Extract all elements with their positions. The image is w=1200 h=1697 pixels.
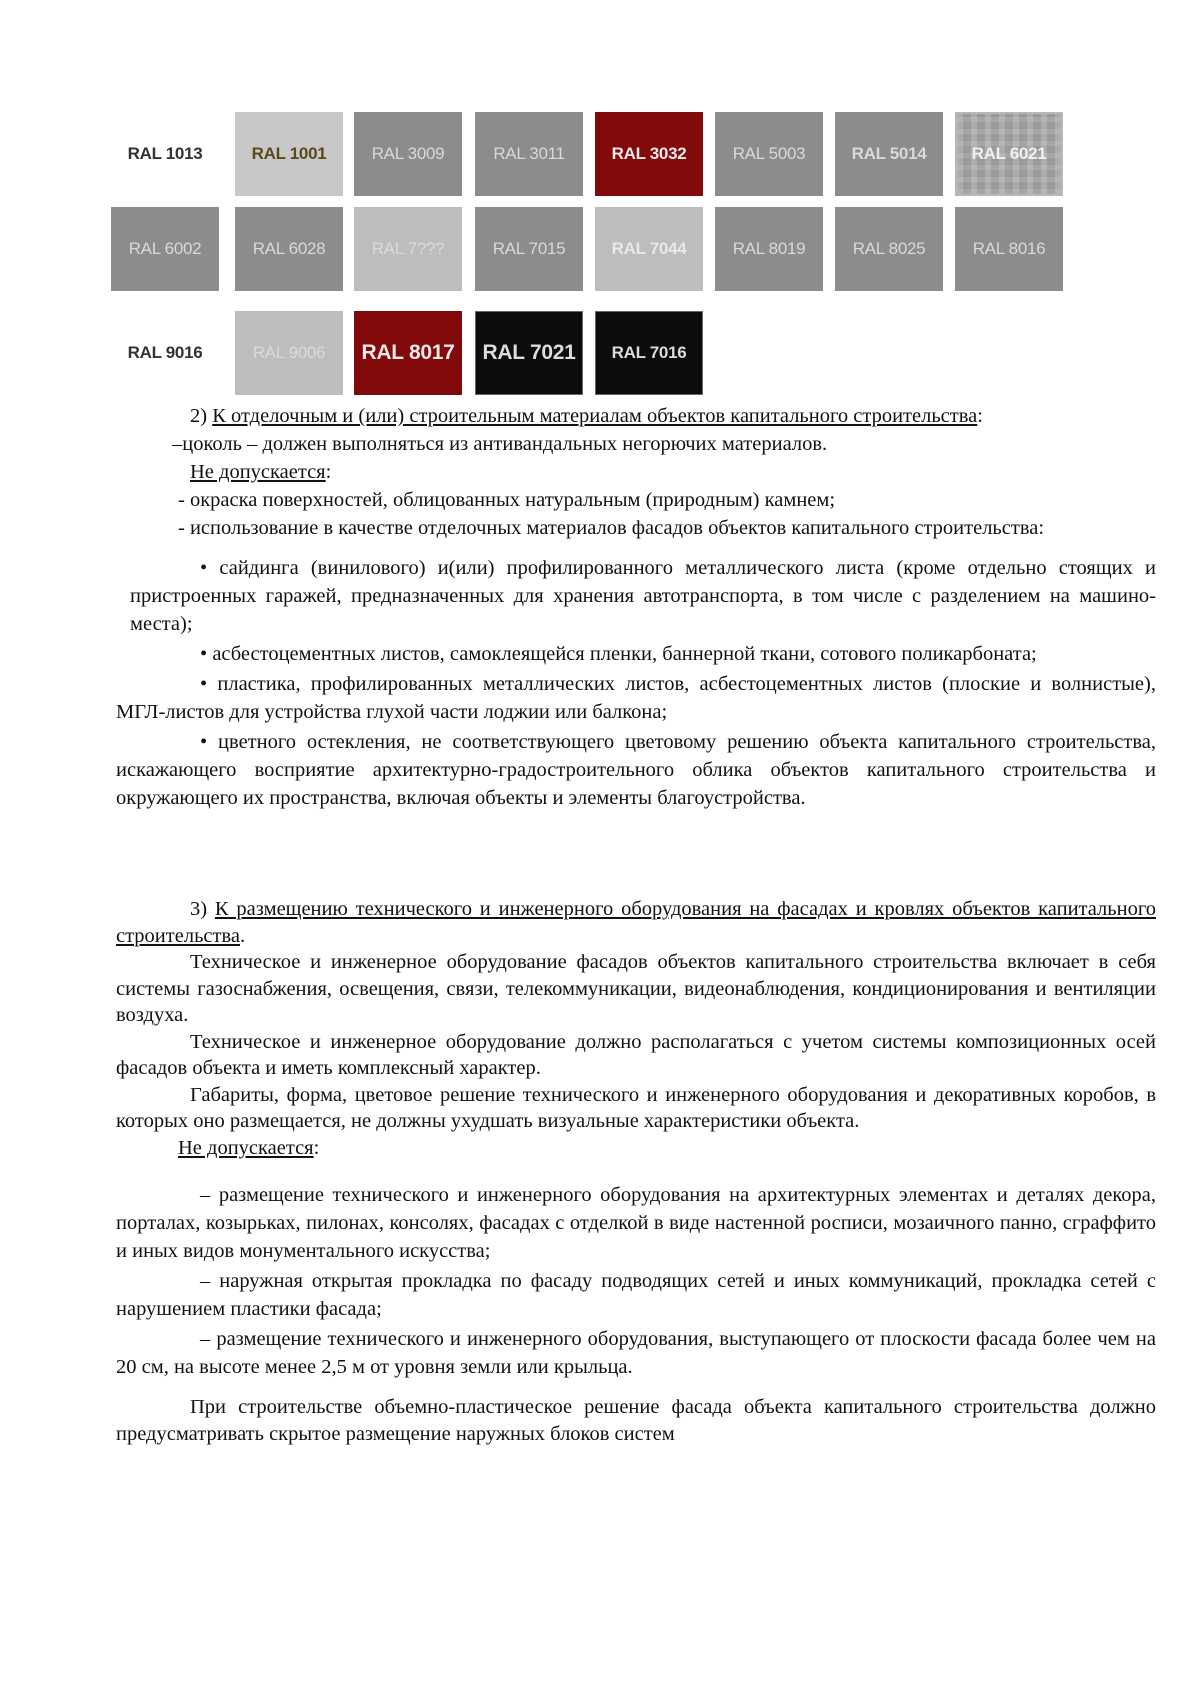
swatch-ral-6021: RAL 6021 bbox=[955, 112, 1063, 196]
final-paragraph-block bbox=[116, 1394, 1156, 1448]
section-3-paragraph-3: Габариты, форма, цветовое решение технического и инженерного оборудования и декоративных коробов, в которых оно размещается, не должны ухудшать визуальные характеристики объекта. bbox=[116, 1083, 1156, 1132]
bullet-icon: • bbox=[200, 643, 213, 665]
swatch-ral-5014: RAL 5014 bbox=[835, 112, 943, 196]
section-3-heading: 3) К размещению технического и инженерного оборудования на фасадах и кровлях объектов капитального строительства. bbox=[116, 898, 1156, 947]
bullet-item-2: • асбестоцементных листов, самоклеящейся пленки, баннерной ткани, сотового поликарбоната; bbox=[200, 643, 1037, 665]
swatch-ral-1013: RAL 1013 bbox=[127, 144, 203, 163]
swatch-ral-7015: RAL 7015 bbox=[475, 207, 583, 291]
swatch-row-3 bbox=[0, 311, 1200, 401]
bullet-item-1: • сайдинга (винилового) и(или) профилированного металлического листа (кроме отдельно стоящих и пристроенных гаражей, предназначенных для хранения автотранспорта, в том числе с разделением на машино-места); bbox=[130, 557, 1156, 635]
section-3-heading-text: К размещению технического и инженерного оборудования на фасадах и кровлях объектов капитального строительства bbox=[116, 898, 1156, 947]
swatch-ral-5003: RAL 5003 bbox=[715, 112, 823, 196]
prohibition-dash-2: – наружная открытая прокладка по фасаду подводящих сетей и иных коммуникаций, прокладка сетей с нарушением пластики фасада; bbox=[116, 1270, 1156, 1320]
swatch-ral-6002: RAL 6002 bbox=[111, 207, 219, 291]
swatch-ral-8017: RAL 8017 bbox=[354, 311, 462, 395]
swatch-ral-9016: RAL 9016 bbox=[127, 343, 203, 362]
section-3-prohibitions bbox=[116, 1181, 1156, 1381]
prohibition-dash-1: – размещение технического и инженерного оборудования на архитектурных элементах и деталях декора, порталах, козырьках, пилонах, консолях, фасадах с отделкой в виде настенной росписи, мозаичного панно, сграффито и иных видов монументального искусства; bbox=[116, 1184, 1156, 1262]
final-paragraph: При строительстве объемно-пластическое решение фасада объекта капитального строительства должно предусматривать скрытое размещение наружных блоков систем bbox=[116, 1396, 1156, 1445]
bullet-icon: • bbox=[200, 731, 219, 753]
swatch-ral-9006: RAL 9006 bbox=[235, 311, 343, 395]
prohibition-item-1: - окраска поверхностей, облицованных натуральным (природным) камнем; bbox=[178, 489, 836, 511]
swatch-ral-7044: RAL 7044 bbox=[595, 207, 703, 291]
section-3-paragraph-2: Техническое и инженерное оборудование должно располагаться с учетом системы композиционных осей фасадов объекта и иметь комплексный характер. bbox=[116, 1030, 1156, 1079]
swatch-ral-6028: RAL 6028 bbox=[235, 207, 343, 291]
swatch-ral-8025: RAL 8025 bbox=[835, 207, 943, 291]
swatch-ral-7016: RAL 7016 bbox=[595, 311, 703, 395]
bullet-icon: • bbox=[200, 557, 220, 579]
not-allowed-label: Не допускается: bbox=[190, 461, 332, 483]
swatch-ral-1001: RAL 1001 bbox=[235, 112, 343, 196]
swatch-ral-3032: RAL 3032 bbox=[595, 112, 703, 196]
prohibition-item-2: - использование в качестве отделочных материалов фасадов объектов капитального строительства: bbox=[178, 517, 1045, 539]
swatch-ral-7-unreadable: RAL 7??? bbox=[354, 207, 462, 291]
swatch-ral-8019: RAL 8019 bbox=[715, 207, 823, 291]
swatch-row-2 bbox=[0, 207, 1200, 297]
section-2 bbox=[116, 402, 1156, 812]
swatch-ral-3011: RAL 3011 bbox=[475, 112, 583, 196]
section-3-not-allowed-label: Не допускается: bbox=[178, 1136, 320, 1159]
bullet-icon: • bbox=[200, 673, 218, 695]
swatch-ral-8016: RAL 8016 bbox=[955, 207, 1063, 291]
swatch-ral-7021: RAL 7021 bbox=[475, 311, 583, 395]
section-3 bbox=[116, 896, 1156, 1161]
swatch-row-1 bbox=[0, 112, 1200, 202]
section-2-heading-text: К отделочным и (или) строительным материалам объектов капитального строительства bbox=[212, 405, 978, 427]
section-2-heading: 2) К отделочным и (или) строительным материалам объектов капитального строительства: bbox=[190, 405, 983, 427]
swatch-ral-3009: RAL 3009 bbox=[354, 112, 462, 196]
bullet-item-4: • цветного остекления, не соответствующего цветовому решению объекта капитального строительства, искажающего восприятие архитектурно-градостроительного облика объектов капитального строительства и окружающего их пространства, включая объекты и элементы благоустройства. bbox=[116, 731, 1156, 809]
prohibition-dash-3: – размещение технического и инженерного оборудования, выступающего от плоскости фасада более чем на 20 см, на высоте менее 2,5 м от уровня земли или крыльца. bbox=[116, 1328, 1156, 1378]
bullet-item-3: • пластика, профилированных металлических листов, асбестоцементных листов (плоские и волнистые), МГЛ-листов для устройства глухой части лоджии или балкона; bbox=[116, 673, 1156, 723]
plinth-requirement: –цоколь – должен выполняться из антивандальных негорючих материалов. bbox=[172, 433, 828, 455]
section-3-paragraph-1: Техническое и инженерное оборудование фасадов объектов капитального строительства включает в себя системы газоснабжения, освещения, связи, телекоммуникации, видеонаблюдения, кондиционирования и вентиляции воздуха. bbox=[116, 951, 1156, 1026]
